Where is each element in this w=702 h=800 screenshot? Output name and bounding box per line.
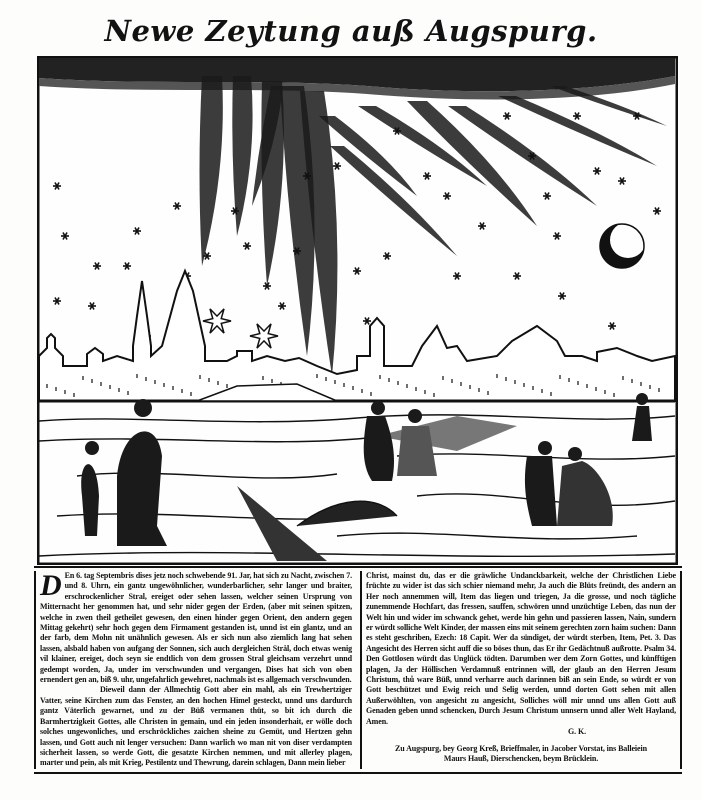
broadsheet-title: Newe Zeytung auß Augspurg. (104, 14, 598, 48)
paragraph: Dieweil dann der Allmechtig Gott aber ein mahl, als ein Trewhertziger Vatter, seine Kirchen zum das Fenster, an den hochen Himel gesteckt, unnd uns dardurch gantz Väterlich gewarnet, und zu der Büß vermanen thüt, so bit ich durch die Barmhertzigkeit Gottes, alle Christen in gemain, und ein jeden insonderhait, er wölle doch solches ungewonliches, und erschröckliches zaichen sheine zu Gemüt, und Hertzen gehn lassen, und Gott auch nit lenger versuchen: Dann warlich wo man nit von diser verdampten sicherheit lassen, so werde Gott, die gesatzte Kirchen nemmen, und mit allerley plagen, marter und pein, als mit Krieg, Pestilentz und Thewrung, darein schlagen, Dann mein lieber (40, 685, 352, 768)
text-column-right (360, 571, 682, 769)
drop-cap-initial: D (40, 569, 62, 602)
paragraph: Christ, mainst du, das er die gräwliche Undanckbarkeit, welche der Christlichen Liebe früchte zu wider ist das sich schier niemand mehr, Ja auch die Blüts freündt, des andern an Her noch annemmen will, Item das liegen und triegen, Ja die grosse, und noch tägliche zunemmende Hochfart, das fressen, sauffen, schwören unnd unzüchtige Leben, das nun der Welt hin und wider im schwanck gehet, werde hin gehn und passieren lassen, Nain, sundern er würdt solliche Welt Kinder, der massen eins mit seinem gerechten zorn haim suchen: Dann es steht geschriben, Ezech: 18 Capit. Wer da sündiget, der würdt sterben, Item, Pet. 3. Das Angesicht des Herren sicht auff die so böses thun, das Er ihr Gedächtnuß außrotte. Psalm 34. Den Gottlosen würdt das Unglück tödten. Darumben wer dem Zorn Gottes, und künfftigen plagen, Ja der Höllischen Verdamnuß entrinnen will, der glaub an den Herren Jesum Christum, thů ware Büß, unnd verharre auch darinnen biß an sein Ende, so würdt er von Gott beschützet und Ewig reich und Selig werden, unnd dorten Gott sehen mit allen Außerwöhlten, von angesicht zu angesicht, Solliches wöll mir unnd uns allen Gott auß Genaden geben unnd schencken, Durch Jesum Christum unnsern unnd aller Welt Hayland, Amen. (366, 571, 676, 726)
text-block (34, 566, 682, 774)
paragraph: En 6. tag Septembris dises jetz noch schwebende 91. Jar, hat sich zu Nacht, zwischen 7. und 8. Uhrn, ein gantz ungewöhnlicher, wunderbarlicher, sehr langer und braiter, erschrockenlicher Stral, ereiget oder sehen lassen, welcher seinen Ursprung von Mitternacht her genommen hat, und sehr nider gegen der Erden, (aber mit seinen spitzen, welche in zwen theil getheilet gewesen, den einen hinder gegen Orient, den andern gegen Mittag gekehrt) sehr hoch gegen dem Firmament gestanden ist, unnd ist ein glantz, und an der farb, dem Mohn nit unähnlich gewesen. Als er sich nun also ziemlich lang hat sehen lassen, alsbald haben von aufgang der Sonnen, sich auch dergleichen Strål, doch etwas wenig vil klainer, ereiget, doch seyn sie endtlich von dem grossen Stral gleichsam verzehrt unnd gedempt worden, Ja, under im verschwunden und vergangen, Dises hat sich von oben ernendert gen an, biß 9. uhr, ungefahrlich gewehret, nachmals ist es allgemach verschwunden. (40, 571, 352, 685)
woodcut-illustration (37, 56, 678, 565)
printer-imprint: Zu Augspurg, bey Georg Kreß, Brieffmaler, in Jacober Vorstat, ins Balleiein Maurs Hauß, Dierschencken, beym Brücklein. (395, 743, 647, 763)
text-column-left (34, 571, 356, 769)
signature: G. K. (568, 727, 586, 737)
